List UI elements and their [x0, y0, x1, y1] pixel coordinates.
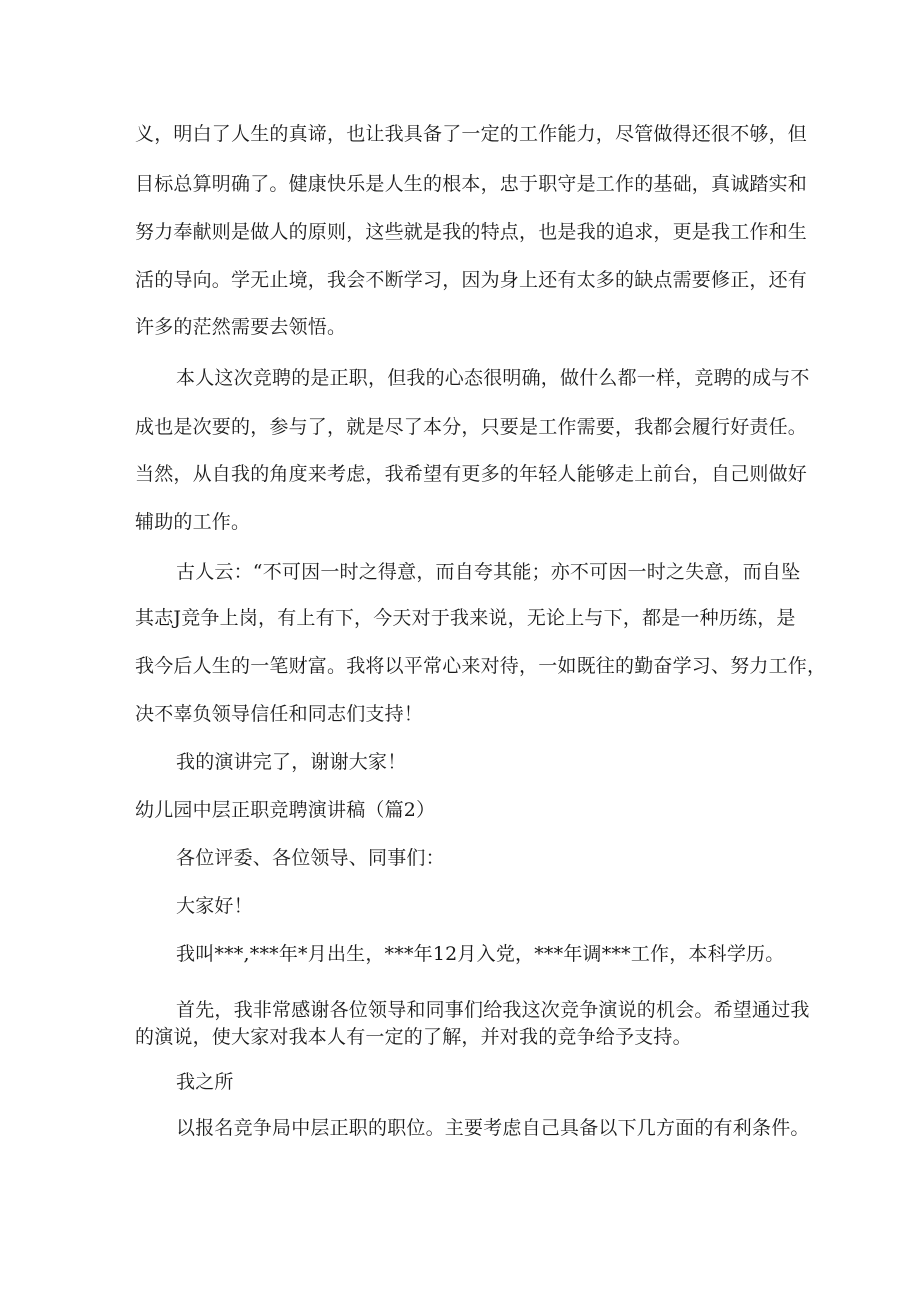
paragraph-line: 本人这次竞聘的是正职，但我的心态很明确，做什么都一样，竞聘的成与不 [176, 367, 810, 389]
paragraph-line: 努力奉献则是做人的原则，这些就是我的特点，也是我的追求，更是我工作和生 [135, 221, 808, 243]
paragraph-line: 其志J竞争上岗，有上有下，今天对于我来说，无论上与下，都是一种历练，是 [135, 607, 796, 629]
paragraph-line: 活的导向。学无止境，我会不断学习，因为身上还有太多的缺点需要修正，还有 [135, 269, 808, 291]
paragraph-line: 当然，从自我的角度来考虑，我希望有更多的年轻人能够走上前台，自己则做好 [135, 463, 808, 485]
greeting: 大家好！ [176, 895, 253, 917]
paragraph-line: 的演说，使大家对我本人有一定的了解，并对我的竞争给予支持。 [135, 1026, 692, 1048]
paragraph-line: 决不辜负领导信任和同志们支持！ [135, 703, 424, 725]
paragraph-line: 许多的茫然需要去领悟。 [135, 316, 347, 338]
paragraph-line: 我叫***,***年*月出生，***年12月入党，***年调***工作，本科学历。 [176, 943, 785, 965]
paragraph-line: 我的演讲完了，谢谢大家！ [176, 751, 407, 773]
paragraph-line: 辅助的工作。 [135, 511, 251, 533]
paragraph-line: 目标总算明确了。健康快乐是人生的根本，忠于职守是工作的基础，真诚踏实和 [135, 173, 808, 195]
paragraph-line: 义，明白了人生的真谛，也让我具备了一定的工作能力，尽管做得还很不够，但 [135, 123, 808, 145]
paragraph-line: 我今后人生的一笔财富。我将以平常心来对待，一如既往的勤奋学习、努力工作， [135, 655, 827, 677]
section-title: 幼儿园中层正职竞聘演讲稿（篇2） [135, 799, 436, 821]
paragraph-line: 首先，我非常感谢各位领导和同事们给我这次竞争演说的机会。希望通过我 [176, 999, 810, 1021]
paragraph-line: 古人云：“不可因一时之得意，而自夸其能；亦不可因一时之失意，而自坠 [176, 561, 801, 583]
paragraph-line: 以报名竞争局中层正职的职位。主要考虑自己具备以下几方面的有利条件。 [176, 1117, 810, 1139]
paragraph-line: 我之所 [176, 1071, 234, 1093]
salutation: 各位评委、各位领导、同事们： [176, 847, 445, 869]
paragraph-line: 成也是次要的，参与了，就是尽了本分，只要是工作需要，我都会履行好责任。 [135, 416, 808, 438]
